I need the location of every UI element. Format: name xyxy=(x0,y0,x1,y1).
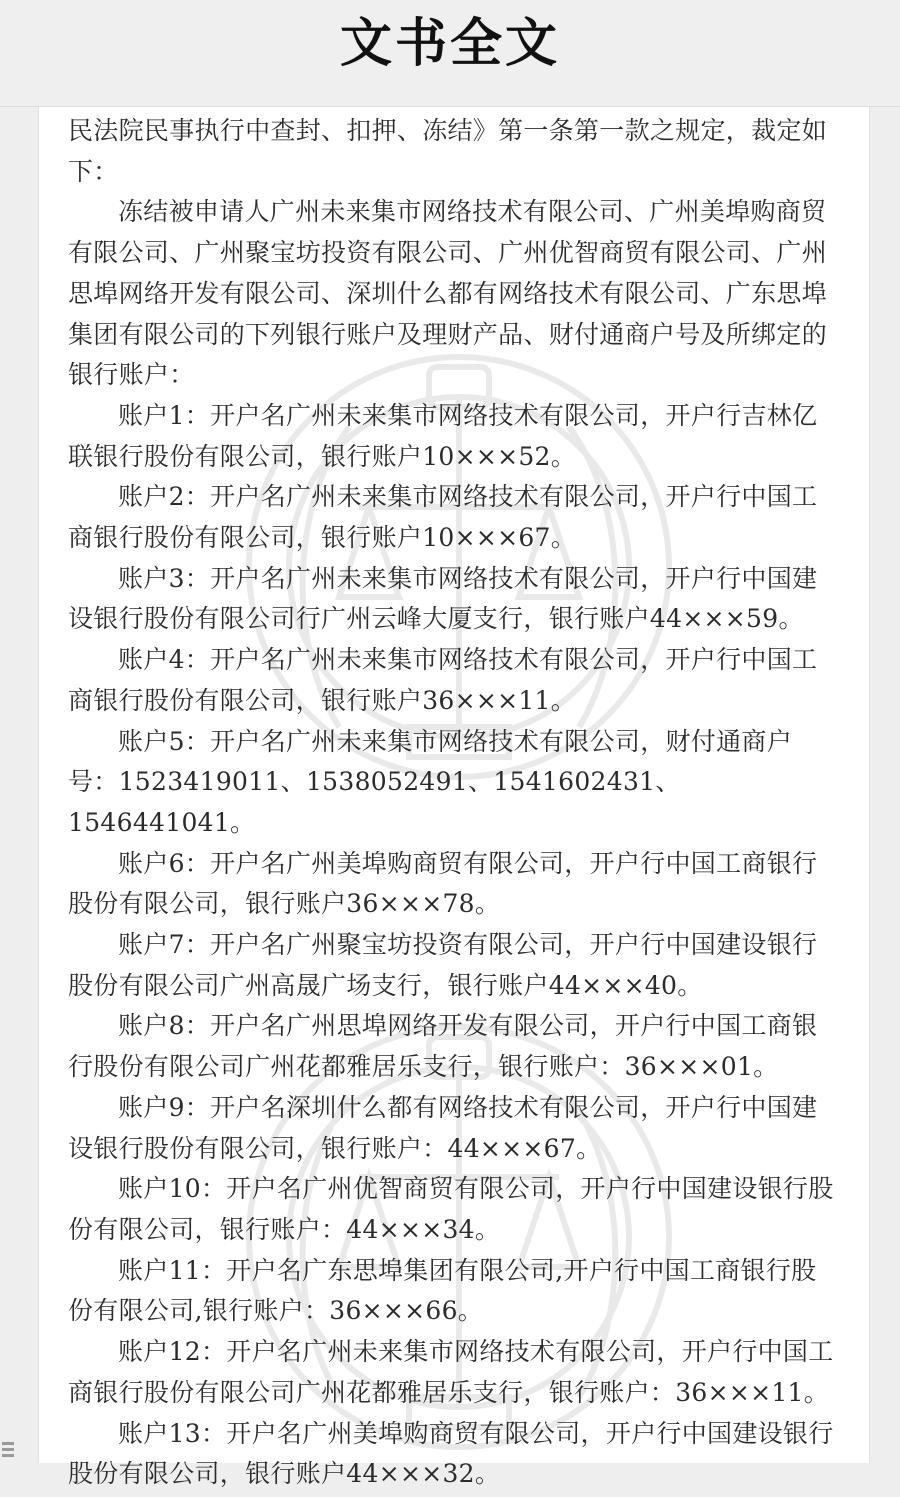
document-body xyxy=(39,107,838,1495)
header-bar xyxy=(0,0,900,107)
paragraph-account-1: 账户1：开户名广州未来集市网络技术有限公司，开户行吉林亿联银行股份有限公司，银行账户10×××52。 xyxy=(68,400,818,471)
paragraph-account-6: 账户6：开户名广州美埠购商贸有限公司，开户行中国工商银行股份有限公司，银行账户36×××78。 xyxy=(68,848,818,919)
menu-handle-icon[interactable] xyxy=(2,1442,18,1462)
paragraph-account-5: 账户5：开户名广州未来集市网络技术有限公司，财付通商户号：1523419011、1538052491、1541602431、1546441041。 xyxy=(68,726,793,837)
paragraph-account-3: 账户3：开户名广州未来集市网络技术有限公司，开户行中国建设银行股份有限公司行广州云峰大厦支行，银行账户44×××59。 xyxy=(68,563,818,634)
page-title: 文书全文 xyxy=(339,14,560,74)
paragraph-account-11: 账户11：开户名广东思埠集团有限公司,开户行中国工商银行股份有限公司,银行账户：36×××66。 xyxy=(68,1255,817,1326)
paragraph-account-10: 账户10：开户名广州优智商贸有限公司，开户行中国建设银行股份有限公司，银行账户：44×××34。 xyxy=(68,1174,834,1244)
paragraph-freeze-order: 冻结被申请人广州未来集市网络技术有限公司、广州美埠购商贸有限公司、广州聚宝坊投资有限公司、广州优智商贸有限公司、广州思埠网络开发有限公司、深圳什么都有网络技术有限公司、广东思埠集团有限公司的下列银行账户及理财产品、财付通商户号及所绑定的银行账户： xyxy=(68,197,828,390)
paragraph-intro: 民法院民事执行中查封、扣押、冻结》第一条第一款之规定，裁定如下： xyxy=(68,116,828,186)
paragraph-account-12: 账户12：开户名广州未来集市网络技术有限公司，开户行中国工商银行股份有限公司广州花都雅居乐支行，银行账户：36×××11。 xyxy=(68,1337,834,1407)
paragraph-account-4: 账户4：开户名广州未来集市网络技术有限公司，开户行中国工商银行股份有限公司，银行账户36×××11。 xyxy=(68,645,818,715)
document-paper[interactable] xyxy=(38,107,870,1489)
paragraph-account-2: 账户2：开户名广州未来集市网络技术有限公司，开户行中国工商银行股份有限公司，银行账户10×××67。 xyxy=(68,482,818,553)
paragraph-account-13: 账户13：开户名广州美埠购商贸有限公司，开户行中国建设银行股份有限公司，银行账户44×××32。 xyxy=(68,1418,834,1489)
paragraph-account-8: 账户8：开户名广州思埠网络开发有限公司，开户行中国工商银行股份有限公司广州花都雅居乐支行，银行账户：36×××01。 xyxy=(68,1011,818,1082)
paragraph-account-7: 账户7：开户名广州聚宝坊投资有限公司，开户行中国建设银行股份有限公司广州高晟广场支行，银行账户44×××40。 xyxy=(68,930,818,1000)
paragraph-account-9: 账户9：开户名深圳什么都有网络技术有限公司，开户行中国建设银行股份有限公司，银行账户：44×××67。 xyxy=(68,1092,818,1163)
